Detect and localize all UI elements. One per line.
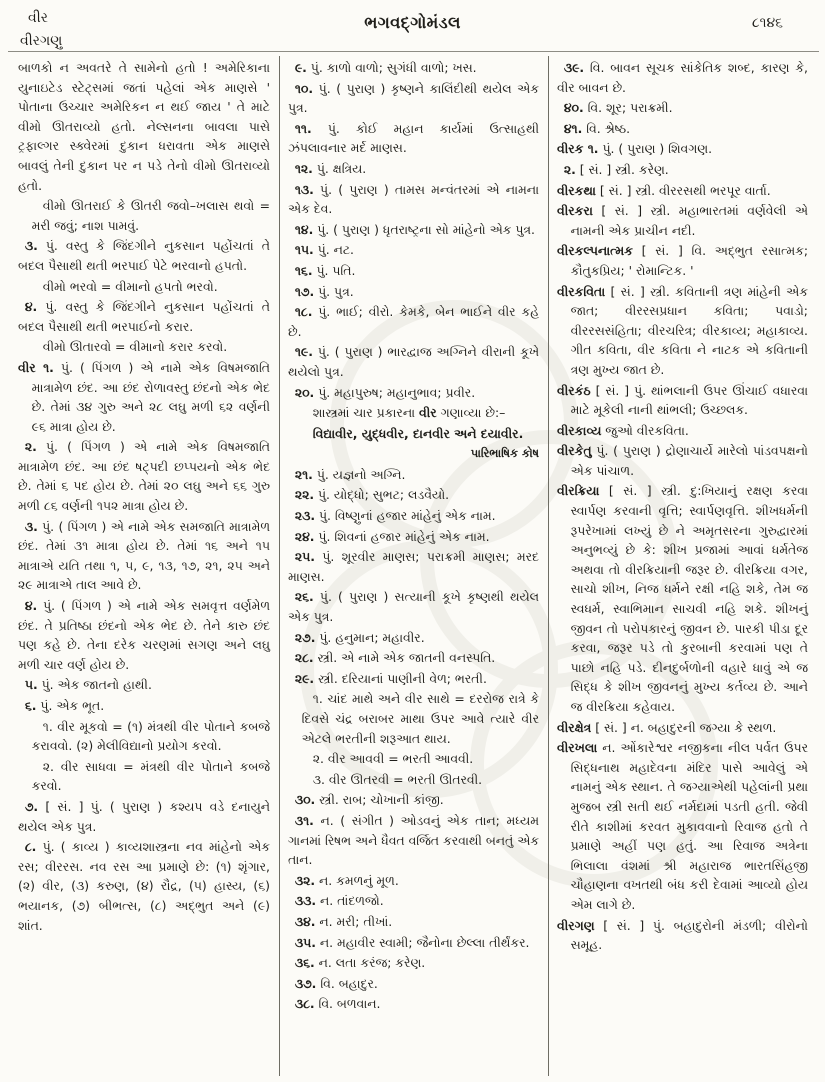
bold-text: ૮.: [24, 839, 37, 855]
sense-entry: [288, 547, 539, 586]
body-text: સ્ત્રી. એ નામે એક જાતની વનસ્પતિ.: [313, 650, 496, 666]
body-text: પું. ક્ષત્રિય.: [312, 160, 367, 176]
bold-text: વીર ૧.: [18, 359, 54, 375]
column-middle: [279, 56, 548, 1076]
body-text: વિ. બાવન સૂચક સાંકેતિક શબ્દ, કારણ કે, વીર બાવન છે.: [557, 60, 808, 95]
bold-text: વીરક્ષેત્ર: [557, 719, 592, 735]
sense-entry: [18, 297, 270, 336]
body-text: વીમો ઊતારવો = વીમાનો કરાર કરવો.: [42, 339, 228, 355]
bold-text: વીરકંઠ: [557, 382, 591, 398]
body-text: પું. ( પિંગળ ) એ નામે એક વિષમજાતિ માત્રામેળ છંદ. આ છંદ ષટ્પદી છપ્પયનો એક ભેદ છે. તેમાં ૬ પદ હોય છે. તેમાં ૨૦ લઘુ અને ૬૬ ગુરુ મળી ૮૬ વર્ણની ૧૫૨ માત્રા હોય છે.: [18, 439, 270, 514]
body-text: વિ. શૂર; પરાક્રમી.: [583, 100, 673, 116]
body-text: પું. ( પુરાણ ) સત્યાની કૂખે કૃષ્ણથી થયેલ એક પુત્ર.: [288, 589, 539, 625]
sense-entry: [18, 797, 270, 836]
sense-entry: [288, 648, 539, 668]
body-text: સ્ત્રી. દરિયાનાં પાણીની વેળ; ભરતી.: [314, 670, 487, 686]
body-text: પું. ( કાવ્ય ) કાવ્યશાસ્ત્રના નવ માંહેનો એક રસ; વીરરસ. નવ રસ આ પ્રમાણે છે: (૧) શૃંગાર, (૨) વીર, (૩) કરુણ, (૪) રૌદ્ર, (૫) હાસ્ય, (૬) ભયાનક, (૭) બીભત્સ, (૮) અદ્ભુત અને (૯) શાંત.: [18, 839, 270, 933]
body-text: પું. ( પુરાણ ) શિવગણ.: [598, 141, 713, 157]
page-number: ૮૧૪૬: [751, 15, 783, 31]
body-text: [ સં. ] ન. બહાદુરની જગ્યા કે સ્થળ.: [591, 719, 777, 735]
body-text: પું. વસ્તુ કે જિંદગીને નુકસાન પહોંચતાં તે બદલ પૈસાથી થતી ભરપાઈનો કરાર.: [18, 299, 270, 334]
bold-text: ૨૪.: [294, 528, 315, 544]
bold-text: ૨૫.: [294, 549, 315, 565]
body-text: પું. પતિ.: [312, 262, 356, 278]
header-rule: [8, 51, 819, 52]
headword-entry: [557, 241, 808, 280]
body-text: [ સં. ] પું. બહાદુરોની મંડળી; વીરોનો સમૂહ.: [570, 917, 808, 953]
bold-text: વીરખલા: [557, 740, 598, 756]
body-text: ૨. વીર આવવી = ભરતી આવવી.: [312, 751, 474, 767]
bold-text: વીરકાવ્ય: [557, 422, 602, 438]
bold-text: ૧૨.: [294, 160, 313, 176]
body-text: વીમો ઊતરાઈ કે ઊતરી જવો–ખલાસ થવો = મરી જવું; નાશ પામવું.: [31, 198, 270, 233]
bold-text: ૩૦.: [294, 792, 316, 808]
sense-entry: [288, 628, 539, 648]
body-text: ન. ઓંકારેશ્વર નજીકના નીલ પર્વત ઉપર સિદ્ધનાથ મહાદેવના મંદિર પાસે આવેલું એ નામનું એક સ્થાન. તે જગ્યાએથી પહેલાંની પ્રથા મુજબ સ્ત્રી સતી થઈ નર્મદામાં પડતી હતી. જેવી રીતે કાશીમાં કરવત મુકાવવાનો રિવાજ હતો તે પ્રમાણે અહીં પણ હતું. આ રિવાજ અત્રેના ભિલાલા વંશમાં શ્રી મહારાજ ભારતસિંહજી ચૌહાણના વખતથી બંધ કરી દેવામાં આવ્યો હોય એમ લાગે છે.: [570, 740, 808, 912]
body-text: જુઓ વીરકવિતા.: [601, 422, 689, 438]
bold-text: ૯.: [294, 60, 307, 75]
bold-text: વીરગણ: [557, 917, 595, 933]
book-title: ભગવદ્ગોમંડલ: [364, 13, 461, 32]
body-text: પું. પુત્ર.: [314, 283, 354, 299]
body-text: [ સં. ] સ્ત્રી. કવિતાની ત્રણ માંહેની એક જાત; વીરરસપ્રધાન કવિતા; પવાડો; વીરરસસંહિતા; વીરચરિત્ર; વીરકાવ્ય; મહાકાવ્ય. ગીત કવિતા, વીર કવિતા ને નાટક એ કવિતાની ત્રણ મુખ્ય જાત છે.: [570, 283, 808, 377]
body-text: [ સં. ] વિ. અદ્ભુત રસાત્મક; કૌતુકપ્રિય; ' રોમાન્ટિક. ': [570, 243, 808, 278]
body-text: [ સં. ] પું. ( પુરાણ ) કશ્યપ વડે દનાયુને થયેલ એક પુત્ર.: [18, 798, 270, 834]
sense-entry: [288, 383, 539, 403]
bold-text: ૧૯.: [294, 344, 313, 360]
body-text: પું. ( પુરાણ ) કૃષ્ણને કાલિંદીથી થયેલ એક પુત્ર.: [288, 80, 539, 116]
headword-entry: [557, 718, 808, 738]
bold-text: ૪૧.: [563, 120, 583, 136]
idiom-line: [288, 403, 539, 423]
body-text: [ સં. ] સ્ત્રી. મહાભારતમાં વર્ણવેલી એ નામની એક પ્રાચીન નદી.: [570, 203, 808, 238]
sense-entry: [288, 240, 539, 260]
idiom-line: [18, 196, 270, 235]
bold-text: ૩૪.: [294, 913, 316, 929]
body-text: પું. શૂરવીર માણસ; પરાક્રમી માણસ; મરદ માણસ.: [288, 549, 539, 584]
sense-entry: [288, 871, 539, 891]
headword-entry: [557, 139, 808, 159]
idiom-line: [288, 770, 539, 790]
body-text: [ સં. ] સ્ત્રી. વીરરસથી ભરપૂર વાર્તા.: [595, 182, 771, 198]
bold-text: પારિભાષિક કોષ: [470, 447, 539, 461]
bold-text: ૩૬.: [294, 955, 315, 971]
bold-text: વીરકલ્પનાત્મક: [557, 243, 633, 259]
body-text: ૩. વીર ઊતરવી = ભરતી ઊતરવી.: [312, 771, 483, 787]
idiom-line: [288, 424, 539, 444]
body-text: ૧. ચાંદ માથે અને વીર સાથે = દરરોજ રાત્રે કે દિવસે ચંદ્ર બરાબર માથા ઉપર આવે ત્યારે વીર એટલે ભરતીની શરૂઆત થાય.: [301, 691, 539, 746]
body-text: પું. કોઈ મહાન કાર્યમાં ઉત્સાહથી ઝંપલાવનાર મર્દ માણસ.: [288, 120, 539, 156]
sense-entry: [288, 342, 539, 381]
bold-text: ૨.: [24, 439, 37, 455]
sense-entry: [288, 302, 539, 341]
bold-text: ૨૯.: [294, 670, 315, 686]
body-text: ન. તાંદળજો.: [316, 893, 384, 909]
sense-entry: [288, 58, 539, 78]
body-text: બાળકો ન અવતરે તે સામેનો હતો ! અમેરિકાના યુનાઇટેડ સ્ટેટ્સમાં જતાં પહેલાં એક માણસે ' પોતાના ઉચ્ચાર અમેરિકન ન થઈ જાય ' તે માટે વીમો ઊતરાવ્યો હતો. નેલ્સનના બાવલા પાસે ટ્રફાલ્ગર સ્ક્વેરમાં દુકાન ધરાવતા એક માણસે બાવલું તેની દુકાન પર ન પડે તેનો વીમો ઊતરાવ્યો હતો.: [18, 60, 270, 193]
guide-word-top: વીર: [28, 10, 48, 26]
body-text: પું. ( પુરાણ ) તામસ મન્વંતરમાં એ નામના એક દેવ.: [288, 181, 539, 217]
sense-entry: [288, 506, 539, 526]
sense-entry: [288, 912, 539, 932]
bold-text: ૧૪.: [294, 221, 314, 237]
body-paragraph: [18, 58, 270, 195]
idiom-line: [18, 337, 270, 357]
sense-entry: [288, 587, 539, 626]
guide-word-bottom: વીરગણુ: [20, 33, 63, 49]
bold-text: ૨૨.: [294, 487, 315, 503]
body-text: પું. નટ.: [313, 242, 354, 258]
bold-text: ૨૮.: [294, 650, 314, 666]
sense-entry: [18, 596, 270, 674]
column-right: [548, 56, 817, 1076]
body-text: ગણાવ્યા છે:–: [436, 405, 506, 421]
sense-entry: [288, 465, 539, 485]
body-text: પું. વિષ્ણુનાં હજાર માંહેનું એક નામ.: [315, 508, 496, 524]
body-text: પું. એક જાતનો હાથી.: [37, 677, 152, 693]
bold-text: ૩૨.: [294, 872, 316, 888]
body-text: વિ. બહાદુર.: [316, 975, 378, 991]
body-text: પું. ( પિંગળ ) એ નામે એક સમવૃત્ત વર્ણમેળ છંદ. તે પ્રતિષ્ઠા છંદનો એક ભેદ છે. તેને કારુ છંદ પણ કહે છે. તેના દરેક ચરણમાં સગણ અને લઘુ મળી ચાર વર્ણ હોય છે.: [18, 598, 270, 672]
headword-entry: [18, 358, 270, 436]
bold-text: વીરકવિતા: [557, 283, 606, 299]
bold-text: ૨૩.: [294, 508, 316, 524]
sense-entry: [18, 837, 270, 935]
sense-entry: [288, 953, 539, 973]
sense-entry: [288, 891, 539, 911]
headword-entry: [557, 916, 808, 955]
sense-entry: [288, 974, 539, 994]
sense-entry: [288, 180, 539, 219]
sense-entry: [18, 236, 270, 275]
bold-text: ૨૬.: [294, 589, 314, 605]
bold-text: ૧૦.: [294, 80, 314, 96]
body-text: વિ. શ્રેષ્ઠ.: [582, 120, 631, 136]
body-text: પું. વસ્તુ કે જિંદગીને નુકસાન પહોંચતાં તે બદલ પૈસાથી થતી ભરપાઈ પેટે ભરવાનો હપતો.: [18, 238, 270, 273]
headword-entry: [557, 421, 808, 441]
body-text: [ સં. ] સ્ત્રી. દુ:ખિયાનું રક્ષણ કરવા સ્વાર્પણ કરવાની વૃત્તિ; સ્વાર્પણવૃત્તિ. શીખધર્મની રૂપરેખામાં લખ્યું છે ને અમૃતસરના ગુરુદ્વારમાં અનુભવ્યું છે કે: શીખ પ્રજામાં આવાં ધર્મતેજ અથવા તો વીરક્રિયાની જરૂર છે. વીરક્રિયા વગર, સાચો શીખ, નિજ ધર્મને રક્ષી નહિ શકે, તેમ જ સ્વધર્મ, સ્વાભિમાન સાચવી નહિ શકે. શીખનું જીવન તો પરોપકારનું જીવન છે. પારકી પીડા દૂર કરવા, જરૂર પડે તો કુરબાની કરવામાં પણ તે પાછો નહિ પડે. દીનદુર્બળોની વહારે ધાવું એ જ સિદ્ધ કે શીખ જીવનનું મુખ્ય કર્તવ્ય છે. આને જ વીરક્રિયા કહેવાય.: [570, 483, 808, 714]
bold-text: ૩૩.: [294, 893, 317, 909]
headword-entry: [557, 181, 808, 201]
body-text: વિ. બળવાન.: [314, 996, 381, 1012]
body-text: પું. ( પુરાણ ) ભારદ્વાજ અગ્નિને વીરાની કૂખે થયેલો પુત્ર.: [288, 344, 539, 379]
bold-text: ૪૦.: [563, 100, 584, 116]
bold-text: ૬.: [24, 698, 37, 713]
headword-entry: [557, 441, 808, 480]
bold-text: ૪.: [24, 598, 38, 614]
bold-text: ૧૧.: [294, 120, 312, 136]
source-attribution: [288, 444, 539, 464]
headword-entry: [557, 738, 808, 914]
body-text: પું. એક ભૂત.: [36, 698, 105, 713]
bold-text: ૭.: [24, 798, 39, 814]
sense-entry: [557, 119, 808, 139]
sense-entry: [18, 696, 270, 716]
idiom-line: [288, 689, 539, 748]
idiom-line: [18, 757, 270, 796]
body-text: સ્ત્રી. રાબ; ચોખાની કાંજી.: [315, 792, 444, 808]
sense-entry: [18, 437, 270, 515]
bold-text: વીરકેતુ: [557, 443, 592, 459]
body-text: શાસ્ત્રમાં ચાર પ્રકારના: [312, 405, 420, 421]
sense-entry: [557, 58, 808, 97]
bold-text: ૩.: [24, 238, 38, 254]
bold-text: વીર: [419, 405, 437, 421]
idiom-line: [288, 749, 539, 769]
sense-entry: [557, 98, 808, 118]
bold-text: ૨૦.: [294, 384, 315, 400]
bold-text: ૧૮.: [294, 304, 313, 320]
sense-entry: [557, 160, 808, 180]
columns-container: [10, 56, 817, 1076]
bold-text: ૫.: [24, 677, 38, 693]
body-text: પું. મહાપુરુષ; મહાનુભાવ; પ્રવીર.: [314, 384, 476, 400]
sense-entry: [288, 282, 539, 302]
sense-entry: [288, 811, 539, 870]
body-text: પું. હનુમાન; મહાવીર.: [315, 629, 425, 645]
body-text: પું. કાળો વાળો; સુગંધી વાળો; ખસ.: [306, 60, 477, 75]
headword-entry: [557, 201, 808, 240]
body-text: પું. યોદ્ધો; સુભટ; લડવૈયો.: [314, 487, 450, 503]
idiom-line: [18, 717, 270, 756]
bold-text: ૧૭.: [294, 283, 315, 299]
sense-entry: [288, 79, 539, 118]
bold-text: ૪.: [24, 299, 38, 315]
body-text: ૨. વીર સાધવા = મંત્રથી વીર પોતાને કબજે કરવો.: [31, 758, 270, 794]
sense-entry: [288, 790, 539, 810]
sense-entry: [288, 933, 539, 953]
body-text: પું. શિવનાં હજાર માંહેનું એક નામ.: [314, 528, 490, 544]
bold-text: ૧૬.: [294, 262, 313, 278]
sense-entry: [288, 220, 539, 240]
body-text: પું. ( પુરાણ ) ધૃતરાષ્ટ્રના સો માંહેનો એક પુત્ર.: [313, 221, 535, 237]
sense-entry: [288, 159, 539, 179]
body-text: ન. કમળનું મૂળ.: [315, 872, 399, 888]
body-text: પું. ( પુરાણ ) દ્રોણાચાર્યે મારેલો પાંડવપક્ષનો એક પાંચાળ.: [570, 443, 808, 478]
body-text: ન. લતા કરંજ; કરેણ.: [314, 955, 426, 971]
page-header: [0, 0, 825, 52]
body-text: ન. મહાવીર સ્વામી; જૈનોના છેલ્લા તીર્થંકર.: [315, 934, 530, 950]
column-left: [10, 56, 279, 1076]
bold-text: ૩૫.: [294, 934, 316, 950]
bold-text: વીરક્રિયા: [557, 483, 600, 499]
headword-entry: [557, 481, 808, 716]
bold-text: ૨.: [563, 161, 576, 177]
bold-text: ૧૫.: [294, 242, 314, 258]
body-text: [ સં. ] પું. થાંભલાની ઉપર ઊંચાઈ વધારવા માટે મૂકેલી નાની થાંભલી; ઉચ્છલક.: [570, 382, 808, 418]
headword-entry: [557, 282, 808, 380]
sense-entry: [288, 485, 539, 505]
body-text: [ સં. ] સ્ત્રી. કરેણ.: [575, 161, 669, 177]
idiom-line: [18, 277, 270, 297]
body-text: પું. ( પિંગળ ) એ નામે એક વિષમજાતિ માત્રામેળ છંદ. આ છંદ રોળાવસ્તુ છંદનો એક ભેદ છે. તેમાં ૩૪ ગુરુ અને ૨૮ લઘુ મળી ૬૨ વર્ણની ૯૬ માત્રા હોય છે.: [31, 359, 271, 434]
sense-entry: [288, 527, 539, 547]
body-text: પું. ( પિંગળ ) એ નામે એક સમજાતિ માત્રામેળ છંદ. તેમાં ૩૧ માત્રા હોય છે. તેમાં ૧૬ અને ૧૫ માત્રાએ યતિ તથા ૧, ૫, ૯, ૧૩, ૧૭, ૨૧, ૨૫ અને ૨૯ માત્રાએ તાલ આવે છે.: [18, 518, 270, 593]
body-text: ન. મરી; તીખાં.: [315, 913, 393, 929]
sense-entry: [288, 119, 539, 158]
bold-text: વીરકથા: [557, 182, 596, 198]
body-text: વીમો ભરવો = વીમાનો હપતો ભરવો.: [42, 278, 218, 294]
body-text: પું. ભાઈ; વીરો. કેમકે, બેન ભાઈને વીર કહે છે.: [288, 304, 539, 339]
bold-text: ૩.: [24, 518, 38, 534]
sense-entry: [288, 994, 539, 1014]
bold-text: ૧૩.: [294, 181, 314, 197]
bold-text: ૩૯.: [563, 60, 585, 75]
bold-text: ૩૭.: [294, 975, 317, 991]
bold-text: વીરકરા: [557, 203, 593, 219]
bold-text: ૨૭.: [294, 629, 316, 645]
body-text: ન. ( સંગીત ) ઓડવનું એક તાન; મધ્યમ ગાનમાં રિષભ અને ધૈવત વર્જિત કરવાથી બનતું એક તાન.: [288, 812, 540, 868]
headword-entry: [557, 381, 808, 420]
body-text: ૧. વીર મૂકવો = (૧) મંત્રથી વીર પોતાને કબજે કરાવવો. (૨) મેલીવિદ્યાનો પ્રયોગ કરવો.: [31, 718, 270, 754]
sense-entry: [18, 517, 270, 595]
bold-text: ૩૧.: [294, 812, 314, 828]
sense-entry: [288, 669, 539, 689]
sense-entry: [18, 675, 270, 695]
bold-text: ૨૧.: [294, 466, 313, 482]
bold-text: વિદ્યાવીર, યુદ્ધવીર, દાનવીર અને દયાવીર.: [312, 425, 524, 441]
bold-text: વીરક ૧.: [557, 141, 599, 157]
bold-text: ૩૮.: [294, 996, 315, 1012]
body-text: પું. યજ્ઞનો અગ્નિ.: [312, 466, 406, 482]
sense-entry: [288, 261, 539, 281]
